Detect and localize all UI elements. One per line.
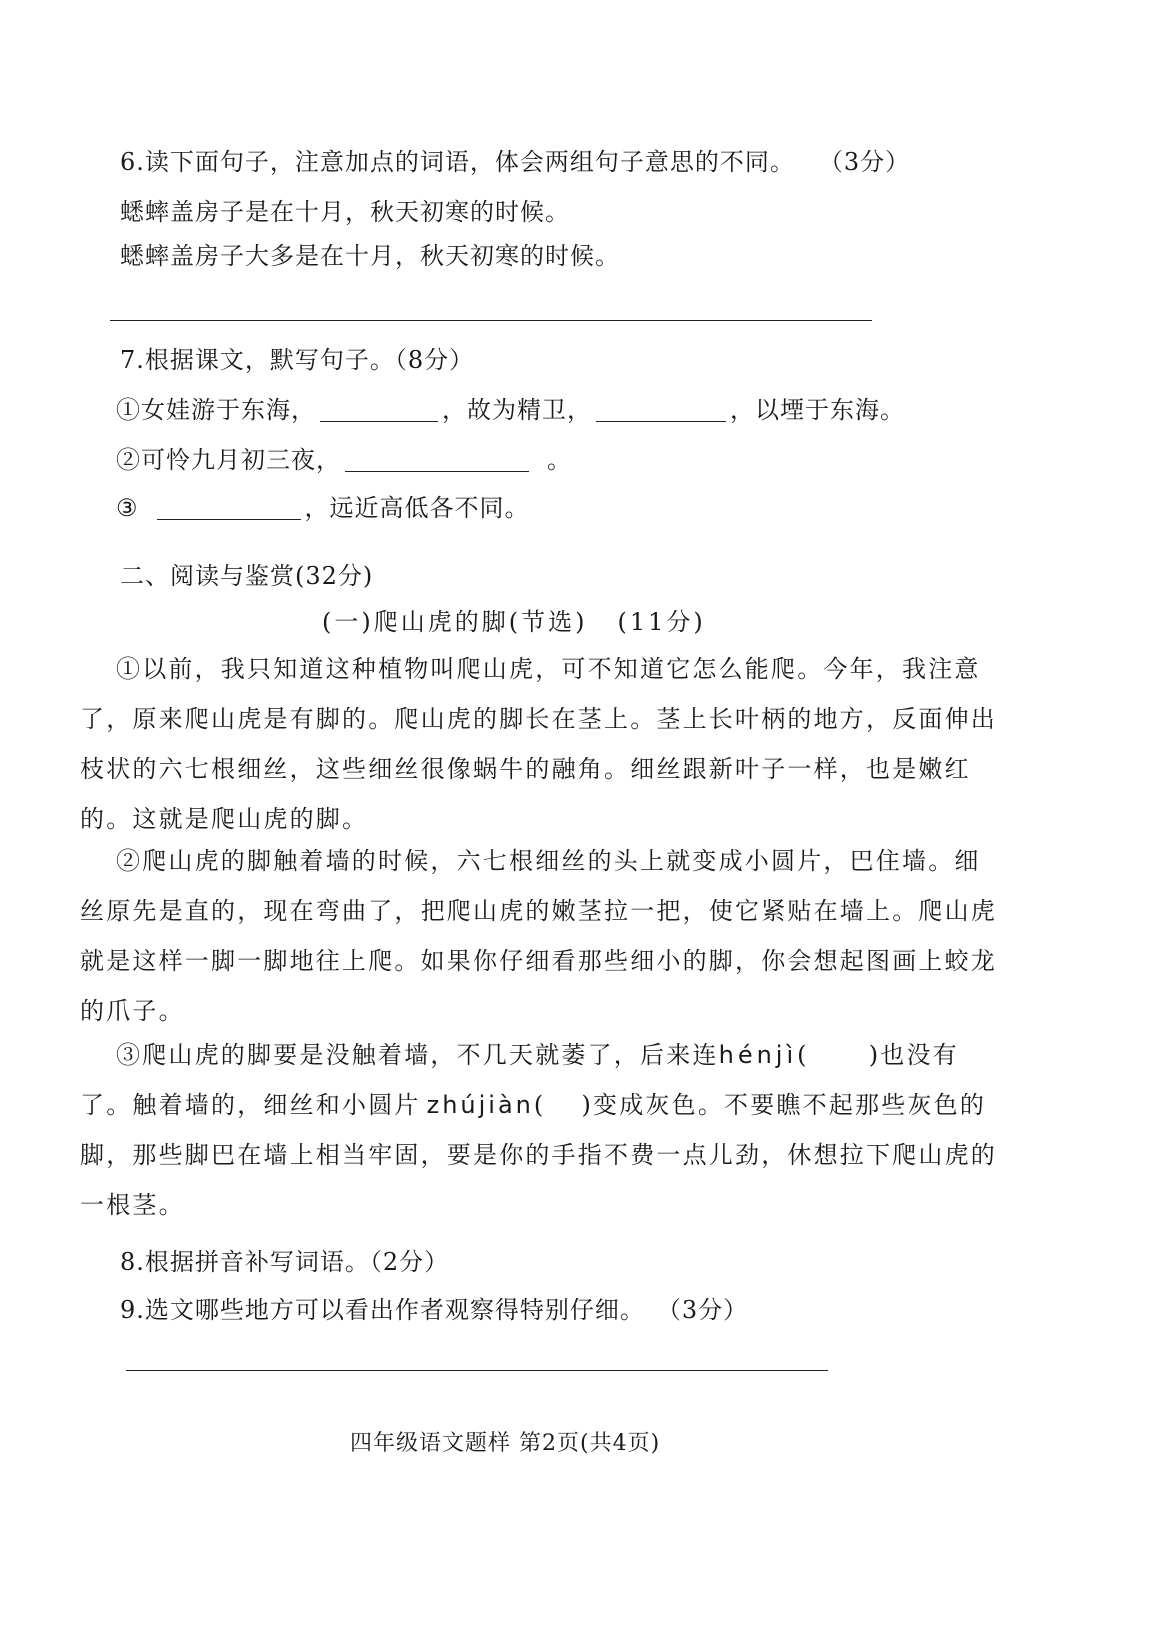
q7-blank-1[interactable]	[320, 397, 438, 422]
q6-answer-line[interactable]	[110, 320, 872, 321]
p1-line-1: ①以前，我只知道这种植物叫爬山虎，可不知道它怎么能爬。今年，我注意	[116, 655, 981, 683]
q7-item-1-b: ，故为精卫，	[442, 396, 592, 424]
p3-line-4: 一根茎。	[80, 1191, 185, 1219]
q7-item-1-c: ，以堙于东海。	[730, 396, 905, 424]
q8-prompt: 8.根据拼音补写词语。（2分）	[120, 1248, 450, 1276]
q9-answer-line[interactable]	[126, 1370, 828, 1371]
p2-line-2: 丝原先是直的，现在弯曲了，把爬山虎的嫩茎拉一把，使它紧贴在墙上。爬山虎	[80, 897, 997, 925]
q7-item-2	[116, 444, 572, 476]
section-2-heading: 二、阅读与鉴赏(32分)	[120, 562, 374, 590]
q7-item-1-a: ①女娃游于东海，	[116, 396, 316, 424]
q6-sentence-1: 蟋蟀盖房子是在十月，秋天初寒的时候。	[120, 198, 570, 226]
passage-title: (一)爬山虎的脚(节选)	[322, 608, 588, 636]
p3-line-1	[80, 1030, 997, 1080]
p3-line-2-a: 了。触着墙的，细丝和小圆片	[80, 1091, 421, 1119]
q7-item-2-a: ②可怜九月初三夜，	[116, 446, 341, 474]
q6-prompt-line	[120, 146, 910, 178]
passage-title-line	[322, 606, 706, 638]
pinyin-zhujian: zhújiàn	[426, 1091, 534, 1119]
q9-prompt-line	[120, 1294, 748, 1326]
q9-prompt: 9.选文哪些地方可以看出作者观察得特别仔细。	[120, 1296, 645, 1324]
p1-line-4: 的。这就是爬山虎的脚。	[80, 805, 369, 833]
p3-line-1-a: ③爬山虎的脚要是没触着墙，不几天就萎了，后来连	[116, 1041, 719, 1069]
passage-paragraph-2	[80, 836, 997, 1036]
q6-prompt: 6.读下面句子，注意加点的词语，体会两组句子意思的不同。	[120, 148, 795, 176]
q7-item-2-b: 。	[547, 446, 572, 474]
q7-blank-3[interactable]	[345, 447, 529, 472]
pinyin-henji: hénjì	[718, 1041, 798, 1069]
q6-sentence-2: 蟋蟀盖房子大多是在十月，秋天初寒的时候。	[120, 242, 620, 270]
q7-blank-4[interactable]	[157, 495, 301, 520]
q7-prompt: 7.根据课文，默写句子。（8分）	[120, 346, 475, 374]
q6-score: （3分）	[830, 148, 911, 176]
paren-open-1: (	[797, 1041, 809, 1069]
p1-line-2: 了，原来爬山虎是有脚的。爬山虎的脚长在茎上。茎上长叶柄的地方，反面伸出	[80, 705, 997, 733]
p2-line-1: ②爬山虎的脚触着墙的时候，六七根细丝的头上就变成小圆片，巴住墙。细	[116, 847, 981, 875]
p3-line-2	[80, 1080, 997, 1130]
p2-line-4: 的爪子。	[80, 997, 185, 1025]
p3-line-3: 脚，那些脚巴在墙上相当牢固，要是你的手指不费一点儿劲，休想拉下爬山虎的	[80, 1141, 997, 1169]
q7-item-3-b: ，远近高低各不同。	[304, 494, 530, 522]
q7-item-1	[116, 394, 905, 426]
q7-item-3-a: ③	[116, 494, 139, 522]
p3-line-2-b: )变成灰色。不要瞧不起那些灰色的	[581, 1091, 987, 1119]
paren-open-2: (	[533, 1091, 546, 1119]
q7-item-3	[116, 492, 530, 524]
p1-line-3: 枝状的六七根细丝，这些细丝很像蜗牛的融角。细丝跟新叶子一样，也是嫩红	[80, 755, 971, 783]
p2-line-3: 就是这样一脚一脚地往上爬。如果你仔细看那些细小的脚，你会想起图画上蛟龙	[80, 947, 997, 975]
passage-score: (11分)	[617, 608, 706, 636]
passage-paragraph-1	[80, 644, 997, 844]
q9-score: （3分）	[668, 1296, 749, 1324]
q7-blank-2[interactable]	[596, 397, 726, 422]
passage-paragraph-3	[80, 1030, 997, 1230]
p3-line-1-b: )也没有	[868, 1041, 959, 1069]
page-footer: 四年级语文题样 第2页(共4页)	[350, 1431, 661, 1456]
